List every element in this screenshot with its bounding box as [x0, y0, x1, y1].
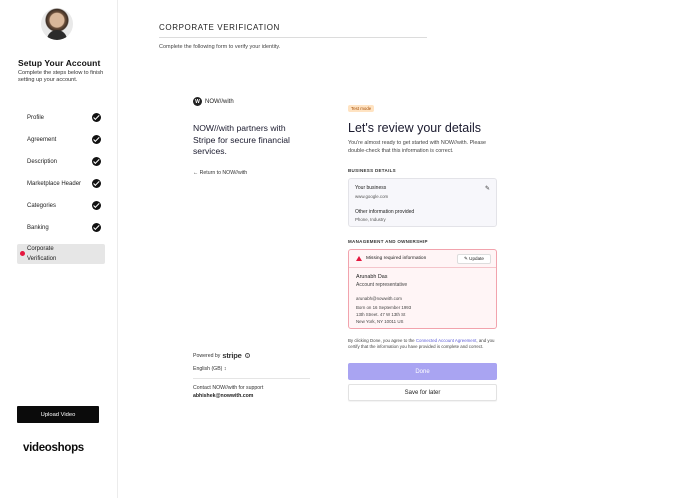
step-description[interactable] [17, 151, 105, 173]
page-title: CORPORATE VERIFICATION [159, 23, 280, 32]
step-corporate-verification[interactable] [17, 244, 105, 264]
business-details-heading: BUSINESS DETAILS [348, 168, 396, 173]
person-address-line1: 13th Street. 47 W 13th St [356, 312, 406, 317]
check-circle-icon [92, 201, 101, 210]
partners-text: NOW//with partners with Stripe for secure financial services. [193, 123, 290, 156]
management-card [348, 249, 497, 329]
brand-logo-icon: W [193, 97, 202, 106]
person-role: Account representative [356, 282, 408, 288]
step-banking[interactable] [17, 217, 105, 239]
page-subtitle: Complete the following form to verify your identity. [159, 44, 281, 50]
active-dot-icon [20, 251, 25, 256]
step-label: Banking [27, 225, 49, 231]
save-for-later-button[interactable]: Save for later [348, 384, 497, 401]
sidebar [0, 0, 118, 498]
connected-account-agreement-link[interactable]: Connected Account Agreement [415, 338, 477, 343]
setup-subtitle: Complete the steps below to finish setting up your account. [18, 70, 104, 83]
missing-info-text: Missing required information [366, 256, 427, 261]
done-button[interactable]: Done [348, 363, 497, 380]
contact-label: Contact NOW//with for support [193, 385, 264, 391]
business-label: Your business [355, 185, 387, 191]
agreement-post: , and you certify that the information you have provided is complete and correct. [348, 338, 495, 349]
language-select[interactable]: English (GB) ↕ [193, 366, 227, 372]
pencil-icon[interactable]: ✎ [484, 186, 490, 192]
step-label: Agreement [27, 137, 57, 143]
contact-block [193, 385, 263, 400]
other-info-label: Other information provided [355, 209, 415, 215]
warning-icon [356, 256, 362, 261]
step-label: Description [27, 159, 58, 165]
review-title: Let's review your details [348, 121, 482, 135]
return-link[interactable]: ← Return to NOW//with [193, 170, 248, 176]
contact-email[interactable]: abhishek@nowwith.com [193, 392, 254, 399]
info-icon[interactable]: i [245, 353, 250, 358]
language-divider [193, 378, 310, 379]
step-label: Marketplace Header [27, 181, 82, 187]
check-circle-icon [92, 113, 101, 122]
agreement-text [348, 338, 499, 350]
step-categories[interactable] [17, 195, 105, 217]
review-subtitle: You're almost ready to get started with NOW//with. Please double-check that this information is correct. [348, 140, 487, 154]
step-agreement[interactable] [17, 129, 105, 151]
missing-info-row [349, 250, 496, 268]
person-birth: Born on 16 September 1993 [356, 305, 412, 310]
business-details-card[interactable] [348, 178, 497, 227]
step-marketplace-header[interactable] [17, 173, 105, 195]
person-name: Arunabh Das [356, 274, 388, 280]
step-label: Corporate Verification [27, 246, 57, 262]
check-circle-icon [92, 135, 101, 144]
management-heading: MANAGEMENT AND OWNERSHIP [348, 239, 428, 244]
check-circle-icon [92, 157, 101, 166]
check-circle-icon [92, 223, 101, 232]
business-value: www.google.com [355, 194, 389, 199]
update-button[interactable]: ✎ Update [457, 254, 491, 264]
title-divider [159, 37, 427, 38]
avatar[interactable] [41, 8, 73, 40]
test-mode-badge: Test mode [348, 105, 374, 112]
powered-by-stripe [193, 351, 250, 360]
person-email: arunabh@nowwith.com [356, 296, 402, 301]
powered-label: Powered by [193, 352, 221, 359]
step-label: Categories [27, 203, 57, 209]
other-info-value: Phone, Industry [355, 217, 386, 222]
steps-list [17, 107, 105, 264]
person-address-line2: New York, NY 10011 US [356, 319, 404, 324]
stripe-logo: stripe [222, 351, 242, 360]
videoshops-logo: videoshops [23, 442, 84, 454]
step-label: Profile [27, 115, 45, 121]
brand [193, 97, 234, 106]
check-circle-icon [92, 179, 101, 188]
setup-title: Setup Your Account [18, 58, 101, 68]
agreement-pre: By clicking Done, you agree to the [348, 338, 416, 343]
upload-video-button[interactable]: Upload Video [17, 406, 99, 423]
brand-name: NOW//with [205, 98, 234, 105]
step-profile[interactable] [17, 107, 105, 129]
